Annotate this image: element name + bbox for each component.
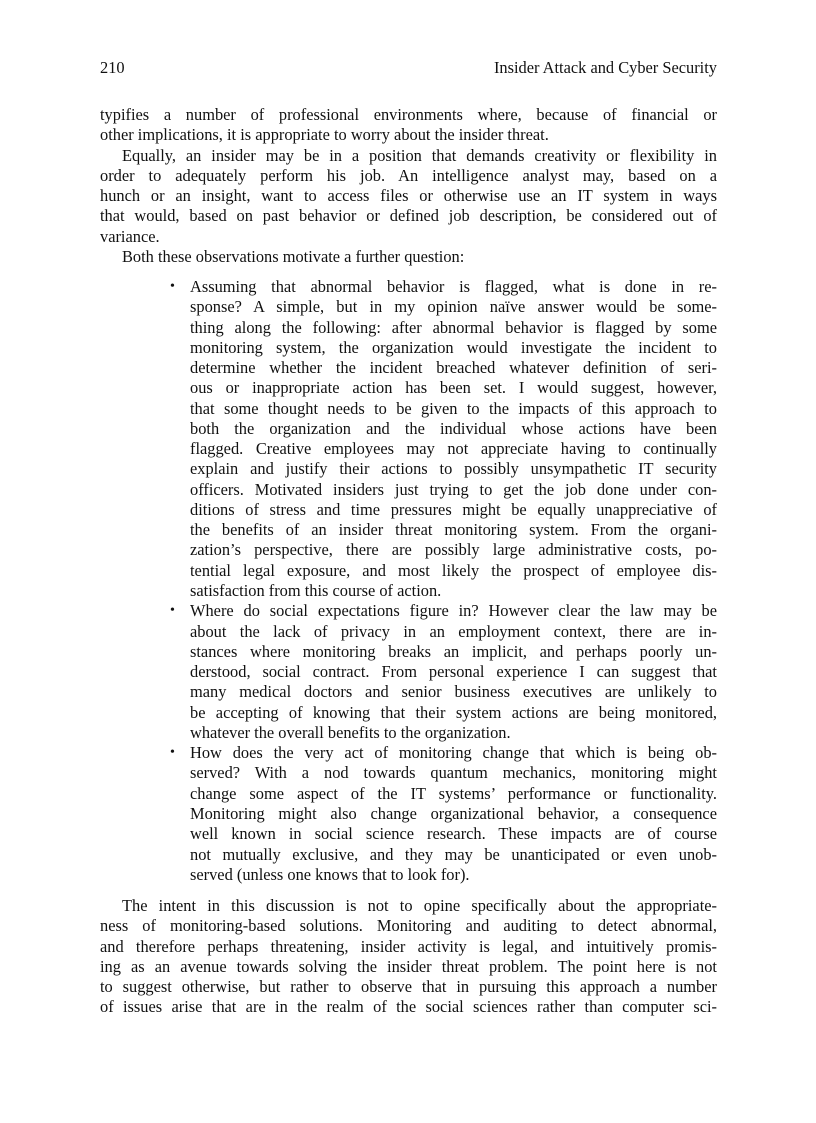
paragraph	[100, 105, 717, 146]
text-line: about the lack of privacy in an employment context, there are in-	[190, 621, 717, 641]
text-line: other implications, it is appropriate to worry about the insider threat.	[100, 125, 549, 145]
text-line: derstood, social contract. From personal experience I can suggest that	[190, 662, 717, 682]
page-header	[100, 58, 717, 78]
bullet-item	[170, 601, 717, 743]
text-line: monitoring system, the organization would investigate the incident to	[190, 337, 717, 357]
text-line: thing along the following: after abnormal behavior is flagged by some	[190, 317, 717, 337]
text-line: Where do social expectations figure in? However clear the law may be	[190, 601, 717, 621]
bullet-icon: •	[170, 745, 175, 761]
text-line: that would, based on past behavior or defined job description, be considered out of	[100, 206, 717, 226]
text-line: ing as an avenue towards solving the insider threat problem. The point here is not	[100, 956, 717, 976]
text-line: tential legal exposure, and most likely the prospect of employee dis-	[190, 560, 717, 580]
bullet-item	[170, 277, 717, 601]
text-line: How does the very act of monitoring change that which is being ob-	[190, 743, 717, 763]
text-line: variance.	[100, 226, 160, 246]
bullet-icon: •	[170, 603, 175, 619]
text-line: sponse? A simple, but in my opinion naïve answer would be some-	[190, 297, 717, 317]
page-number: 210	[100, 58, 125, 77]
text-line: whatever the overall benefits to the organization.	[190, 722, 511, 742]
text-line: typifies a number of professional environments where, because of financial or	[100, 105, 717, 124]
text-line: determine whether the incident breached whatever definition of seri-	[190, 358, 717, 378]
text-line: ness of monitoring-based solutions. Monitoring and auditing to detect abnormal,	[100, 916, 717, 936]
bullet-icon: •	[170, 279, 175, 294]
text-line: change some aspect of the IT systems’ performance or functionality.	[190, 783, 717, 803]
text-line: officers. Motivated insiders just trying to get the job done under con-	[190, 479, 717, 499]
text-line: The intent in this discussion is not to opine specifically about the appropriate-	[122, 896, 717, 915]
text-line: explain and justify their actions to possibly unsympathetic IT security	[190, 459, 717, 479]
text-line: Assuming that abnormal behavior is flagged, what is done in re-	[190, 277, 717, 296]
text-line: stances where monitoring breaks an implicit, and perhaps poorly un-	[190, 641, 717, 661]
text-line: served? With a nod towards quantum mechanics, monitoring might	[190, 763, 717, 783]
paragraph	[100, 146, 717, 247]
text-line: not mutually exclusive, and they may be unanticipated or even unob-	[190, 844, 717, 864]
text-line: and therefore perhaps threatening, insider activity is legal, and intuitively promis-	[100, 936, 717, 956]
text-line: served (unless one knows that to look for).	[190, 864, 470, 884]
text-line: order to adequately perform his job. An intelligence analyst may, based on a	[100, 165, 717, 185]
text-line: many medical doctors and senior business executives are unlikely to	[190, 682, 717, 702]
text-line: of issues arise that are in the realm of the social sciences rather than computer sci-	[100, 997, 717, 1017]
text-line: ditions of stress and time pressures might be equally unappreciative of	[190, 499, 717, 519]
text-line: Monitoring might also change organizational behavior, a consequence	[190, 804, 717, 823]
text-line: that some thought needs to be given to the impacts of this approach to	[190, 398, 717, 418]
text-line: both the organization and the individual whose actions have been	[190, 418, 717, 438]
paragraph	[100, 247, 717, 267]
body-text-bottom	[100, 896, 717, 1018]
text-line: flagged. Creative employees may not appreciate having to continually	[190, 439, 717, 459]
text-line: to suggest otherwise, but rather to observe that in pursuing this approach a number	[100, 977, 717, 997]
text-line: zation’s perspective, there are possibly large administrative costs, po-	[190, 540, 717, 560]
text-line: ous or inappropriate action has been set. I would suggest, however,	[190, 378, 717, 398]
text-line: Both these observations motivate a further question:	[122, 246, 465, 266]
text-line: Equally, an insider may be in a position that demands creativity or flexibility in	[122, 145, 717, 165]
text-line: well known in social science research. These impacts are of course	[190, 824, 717, 844]
text-line: hunch or an insight, want to access files or otherwise use an IT system in ways	[100, 186, 717, 206]
body-text-top	[100, 105, 717, 267]
running-title: Insider Attack and Cyber Security	[493, 58, 717, 77]
text-line: the benefits of an insider threat monitoring system. From the organi-	[190, 520, 717, 540]
text-line: be accepting of knowing that their system actions are being monitored,	[190, 702, 717, 722]
bullet-item	[170, 743, 717, 885]
text-line: satisfaction from this course of action.	[190, 580, 442, 600]
